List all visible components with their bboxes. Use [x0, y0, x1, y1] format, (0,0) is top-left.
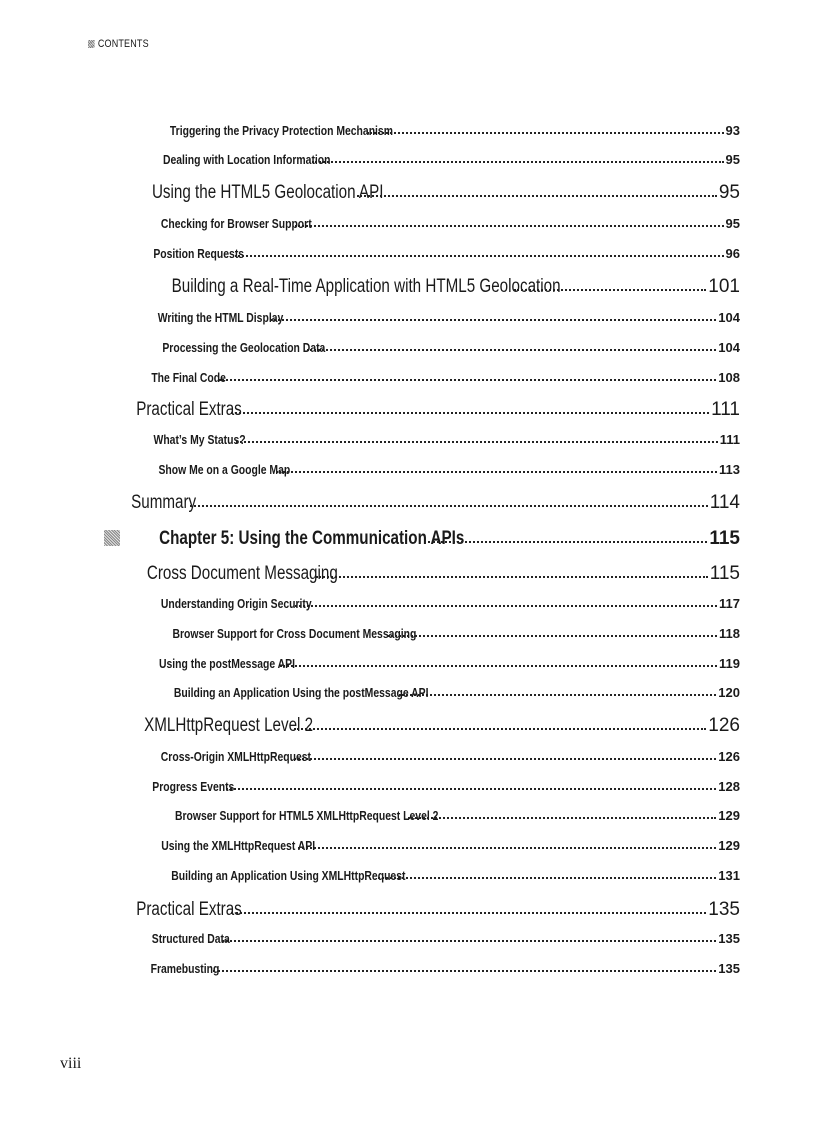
- toc-entry-title: [142, 749, 312, 764]
- toc-entry-page: 128: [718, 779, 740, 794]
- toc-entry-page: 115: [709, 528, 740, 549]
- toc-entry-title: [142, 123, 393, 138]
- toc-entry-title-text: Building an Application Using the postMessage API: [173, 685, 429, 700]
- toc-entry-title: [142, 216, 312, 231]
- toc-entry-title: [123, 492, 197, 514]
- toc-entry-page: 129: [718, 808, 740, 823]
- dot-leader: [231, 412, 710, 414]
- toc-subsection-entry[interactable]: [142, 432, 740, 450]
- toc-entry-page: 119: [719, 656, 740, 671]
- toc-subsection-entry[interactable]: [142, 961, 740, 979]
- toc-entry-page: 104: [718, 340, 740, 355]
- toc-entry-title: [142, 931, 230, 946]
- toc-entry-title-text: Cross Document Messaging: [146, 563, 338, 584]
- dot-leader: [222, 940, 716, 942]
- toc-entry-title-text: The Final Code: [151, 370, 226, 385]
- toc-entry-title-text: Using the XMLHttpRequest API: [161, 838, 316, 853]
- toc-entry-page: 93: [725, 123, 740, 138]
- dot-leader: [295, 225, 724, 227]
- toc-subsection-entry[interactable]: [142, 749, 740, 767]
- toc-entry-page: 118: [719, 626, 740, 641]
- dot-leader: [235, 255, 724, 257]
- dot-leader: [316, 576, 708, 578]
- toc-section-entry[interactable]: [123, 182, 740, 206]
- toc-subsection-entry[interactable]: [142, 310, 740, 328]
- chapter-block-icon: [104, 530, 120, 546]
- toc-subsection-entry[interactable]: [142, 626, 740, 644]
- toc-entry-title-text: Using the HTML5 Geolocation API: [151, 182, 384, 203]
- toc-entry-title: [142, 310, 284, 325]
- toc-entry-page: 95: [725, 152, 740, 167]
- dot-leader: [388, 635, 717, 637]
- toc-entry-title: [142, 868, 406, 883]
- dot-leader: [378, 877, 716, 879]
- dot-leader: [295, 605, 717, 607]
- dot-leader: [294, 758, 716, 760]
- toc-entry-title-text: Position Requests: [153, 246, 245, 261]
- toc-chapter-entry[interactable]: [104, 528, 740, 552]
- toc-entry-title: [142, 656, 295, 671]
- dot-leader: [280, 665, 717, 667]
- toc-entry-page: 135: [718, 931, 740, 946]
- toc-entry-title-text: Checking for Browser Support: [160, 216, 312, 231]
- dot-leader: [298, 847, 716, 849]
- page-number: viii: [60, 1055, 82, 1072]
- toc-entry-page: 104: [718, 310, 740, 325]
- dot-leader: [276, 471, 717, 473]
- toc-subsection-entry[interactable]: [142, 596, 740, 614]
- dot-leader: [428, 541, 707, 543]
- toc-subsection-entry[interactable]: [142, 370, 740, 388]
- toc-entry-title: [121, 528, 465, 550]
- toc-entry-title: [123, 276, 561, 298]
- toc-entry-title-text: Using the postMessage API: [159, 656, 295, 671]
- toc-entry-title-text: Building an Application Using XMLHttpRequest: [171, 868, 406, 883]
- toc-section-entry[interactable]: [123, 563, 740, 587]
- toc-subsection-entry[interactable]: [142, 246, 740, 264]
- toc-entry-title: [123, 899, 242, 921]
- dot-leader: [226, 788, 716, 790]
- toc-entry-title-text: Cross-Origin XMLHttpRequest: [160, 749, 312, 764]
- toc-entry-title-text: Practical Extras: [136, 899, 242, 920]
- toc-entry-page: 113: [719, 462, 740, 477]
- dot-leader: [357, 195, 717, 197]
- dot-leader: [213, 970, 717, 972]
- toc-section-entry[interactable]: [123, 276, 740, 300]
- dot-leader: [408, 817, 717, 819]
- toc-entry-title-text: Structured Data: [151, 931, 230, 946]
- dot-leader: [367, 132, 723, 134]
- toc-entry-title-text: Triggering the Privacy Protection Mechanism: [169, 123, 393, 138]
- toc-entry-title: [142, 808, 439, 823]
- toc-subsection-entry[interactable]: [142, 462, 740, 480]
- running-header: [88, 38, 149, 50]
- toc-subsection-entry[interactable]: [142, 868, 740, 886]
- toc-section-entry[interactable]: [123, 899, 740, 923]
- toc-entry-title-text: Practical Extras: [136, 399, 242, 420]
- toc-entry-title-text: Framebusting: [150, 961, 220, 976]
- toc-subsection-entry[interactable]: [142, 340, 740, 358]
- toc-entry-page: 129: [718, 838, 740, 853]
- toc-entry-page: 135: [718, 961, 740, 976]
- toc-entry-title: [142, 596, 312, 611]
- header-label: CONTENTS: [97, 38, 149, 50]
- dot-leader: [514, 289, 706, 291]
- toc-subsection-entry[interactable]: [142, 152, 740, 170]
- toc-entry-page: 126: [718, 749, 740, 764]
- toc-entry-page: 101: [708, 276, 740, 297]
- toc-entry-page: 95: [718, 182, 740, 203]
- toc-subsection-entry[interactable]: [142, 656, 740, 674]
- toc-entry-title: [142, 685, 429, 700]
- toc-entry-title: [123, 399, 242, 421]
- toc-section-entry[interactable]: [123, 399, 740, 423]
- toc-entry-title-text: Processing the Geolocation Data: [162, 340, 326, 355]
- dot-leader: [231, 912, 707, 914]
- toc-entry-page: 117: [719, 596, 740, 611]
- toc-entry-title-text: Understanding Origin Security: [160, 596, 312, 611]
- toc-entry-title-text: Summary: [131, 492, 197, 513]
- toc-subsection-entry[interactable]: [142, 216, 740, 234]
- toc-entry-page: 108: [718, 370, 740, 385]
- toc-entry-title: [142, 432, 246, 447]
- dot-leader: [270, 319, 717, 321]
- toc-entry-title: [142, 626, 417, 641]
- toc-entry-title: [142, 246, 245, 261]
- toc-entry-page: 135: [708, 899, 740, 920]
- dot-leader: [219, 379, 717, 381]
- toc-entry-title: [142, 340, 326, 355]
- toc-entry-title-text: Progress Events: [152, 779, 235, 794]
- header-block-icon: [88, 40, 95, 48]
- toc-entry-page: 115: [709, 563, 740, 584]
- toc-section-entry[interactable]: [123, 715, 740, 739]
- toc-entry-title: [123, 715, 314, 737]
- toc-entry-title: [142, 462, 291, 477]
- toc-entry-page: 96: [725, 246, 740, 261]
- toc-section-entry[interactable]: [123, 492, 740, 516]
- toc-subsection-entry[interactable]: [142, 779, 740, 797]
- dot-leader: [190, 505, 708, 507]
- toc-subsection-entry[interactable]: [142, 123, 740, 141]
- toc-entry-title-text: XMLHttpRequest Level 2: [144, 715, 314, 736]
- toc-entry-title-text: Browser Support for Cross Document Messaging: [172, 626, 417, 641]
- toc-entry-title: [142, 370, 226, 385]
- toc-subsection-entry[interactable]: [142, 808, 740, 826]
- toc-entry-title: [142, 838, 316, 853]
- toc-entry-page: 111: [719, 432, 740, 447]
- toc-entry-title-text: Browser Support for HTML5 XMLHttpRequest Level 2: [174, 808, 439, 823]
- dot-leader: [236, 441, 718, 443]
- toc-entry-title-text: Chapter 5: Using the Communication APIs: [159, 528, 465, 549]
- toc-entry-title: [142, 152, 331, 167]
- toc-subsection-entry[interactable]: [142, 931, 740, 949]
- toc-entry-title-text: Building a Real-Time Application with HTML5 Geolocation: [171, 276, 561, 297]
- dot-leader: [312, 161, 724, 163]
- toc-entry-title: [142, 779, 235, 794]
- toc-entry-title-text: Show Me on a Google Map: [158, 462, 291, 477]
- toc-entry-title: [142, 961, 220, 976]
- toc-entry-title-text: Writing the HTML Display: [157, 310, 284, 325]
- toc-entry-title-text: What’s My Status?: [153, 432, 246, 447]
- toc-entry-title: [123, 563, 338, 585]
- dot-leader: [307, 349, 716, 351]
- toc-entry-title-text: Dealing with Location Information: [162, 152, 331, 167]
- toc-entry-page: 95: [725, 216, 740, 231]
- toc-entry-page: 126: [708, 715, 740, 736]
- toc-subsection-entry[interactable]: [142, 838, 740, 856]
- toc-entry-page: 120: [718, 685, 740, 700]
- toc-entry-page: 131: [718, 868, 740, 883]
- dot-leader: [294, 728, 706, 730]
- toc-entry-page: 114: [709, 492, 740, 513]
- toc-entry-page: 111: [711, 399, 740, 420]
- toc-entry-title: [123, 182, 384, 204]
- toc-subsection-entry[interactable]: [142, 685, 740, 703]
- dot-leader: [399, 694, 717, 696]
